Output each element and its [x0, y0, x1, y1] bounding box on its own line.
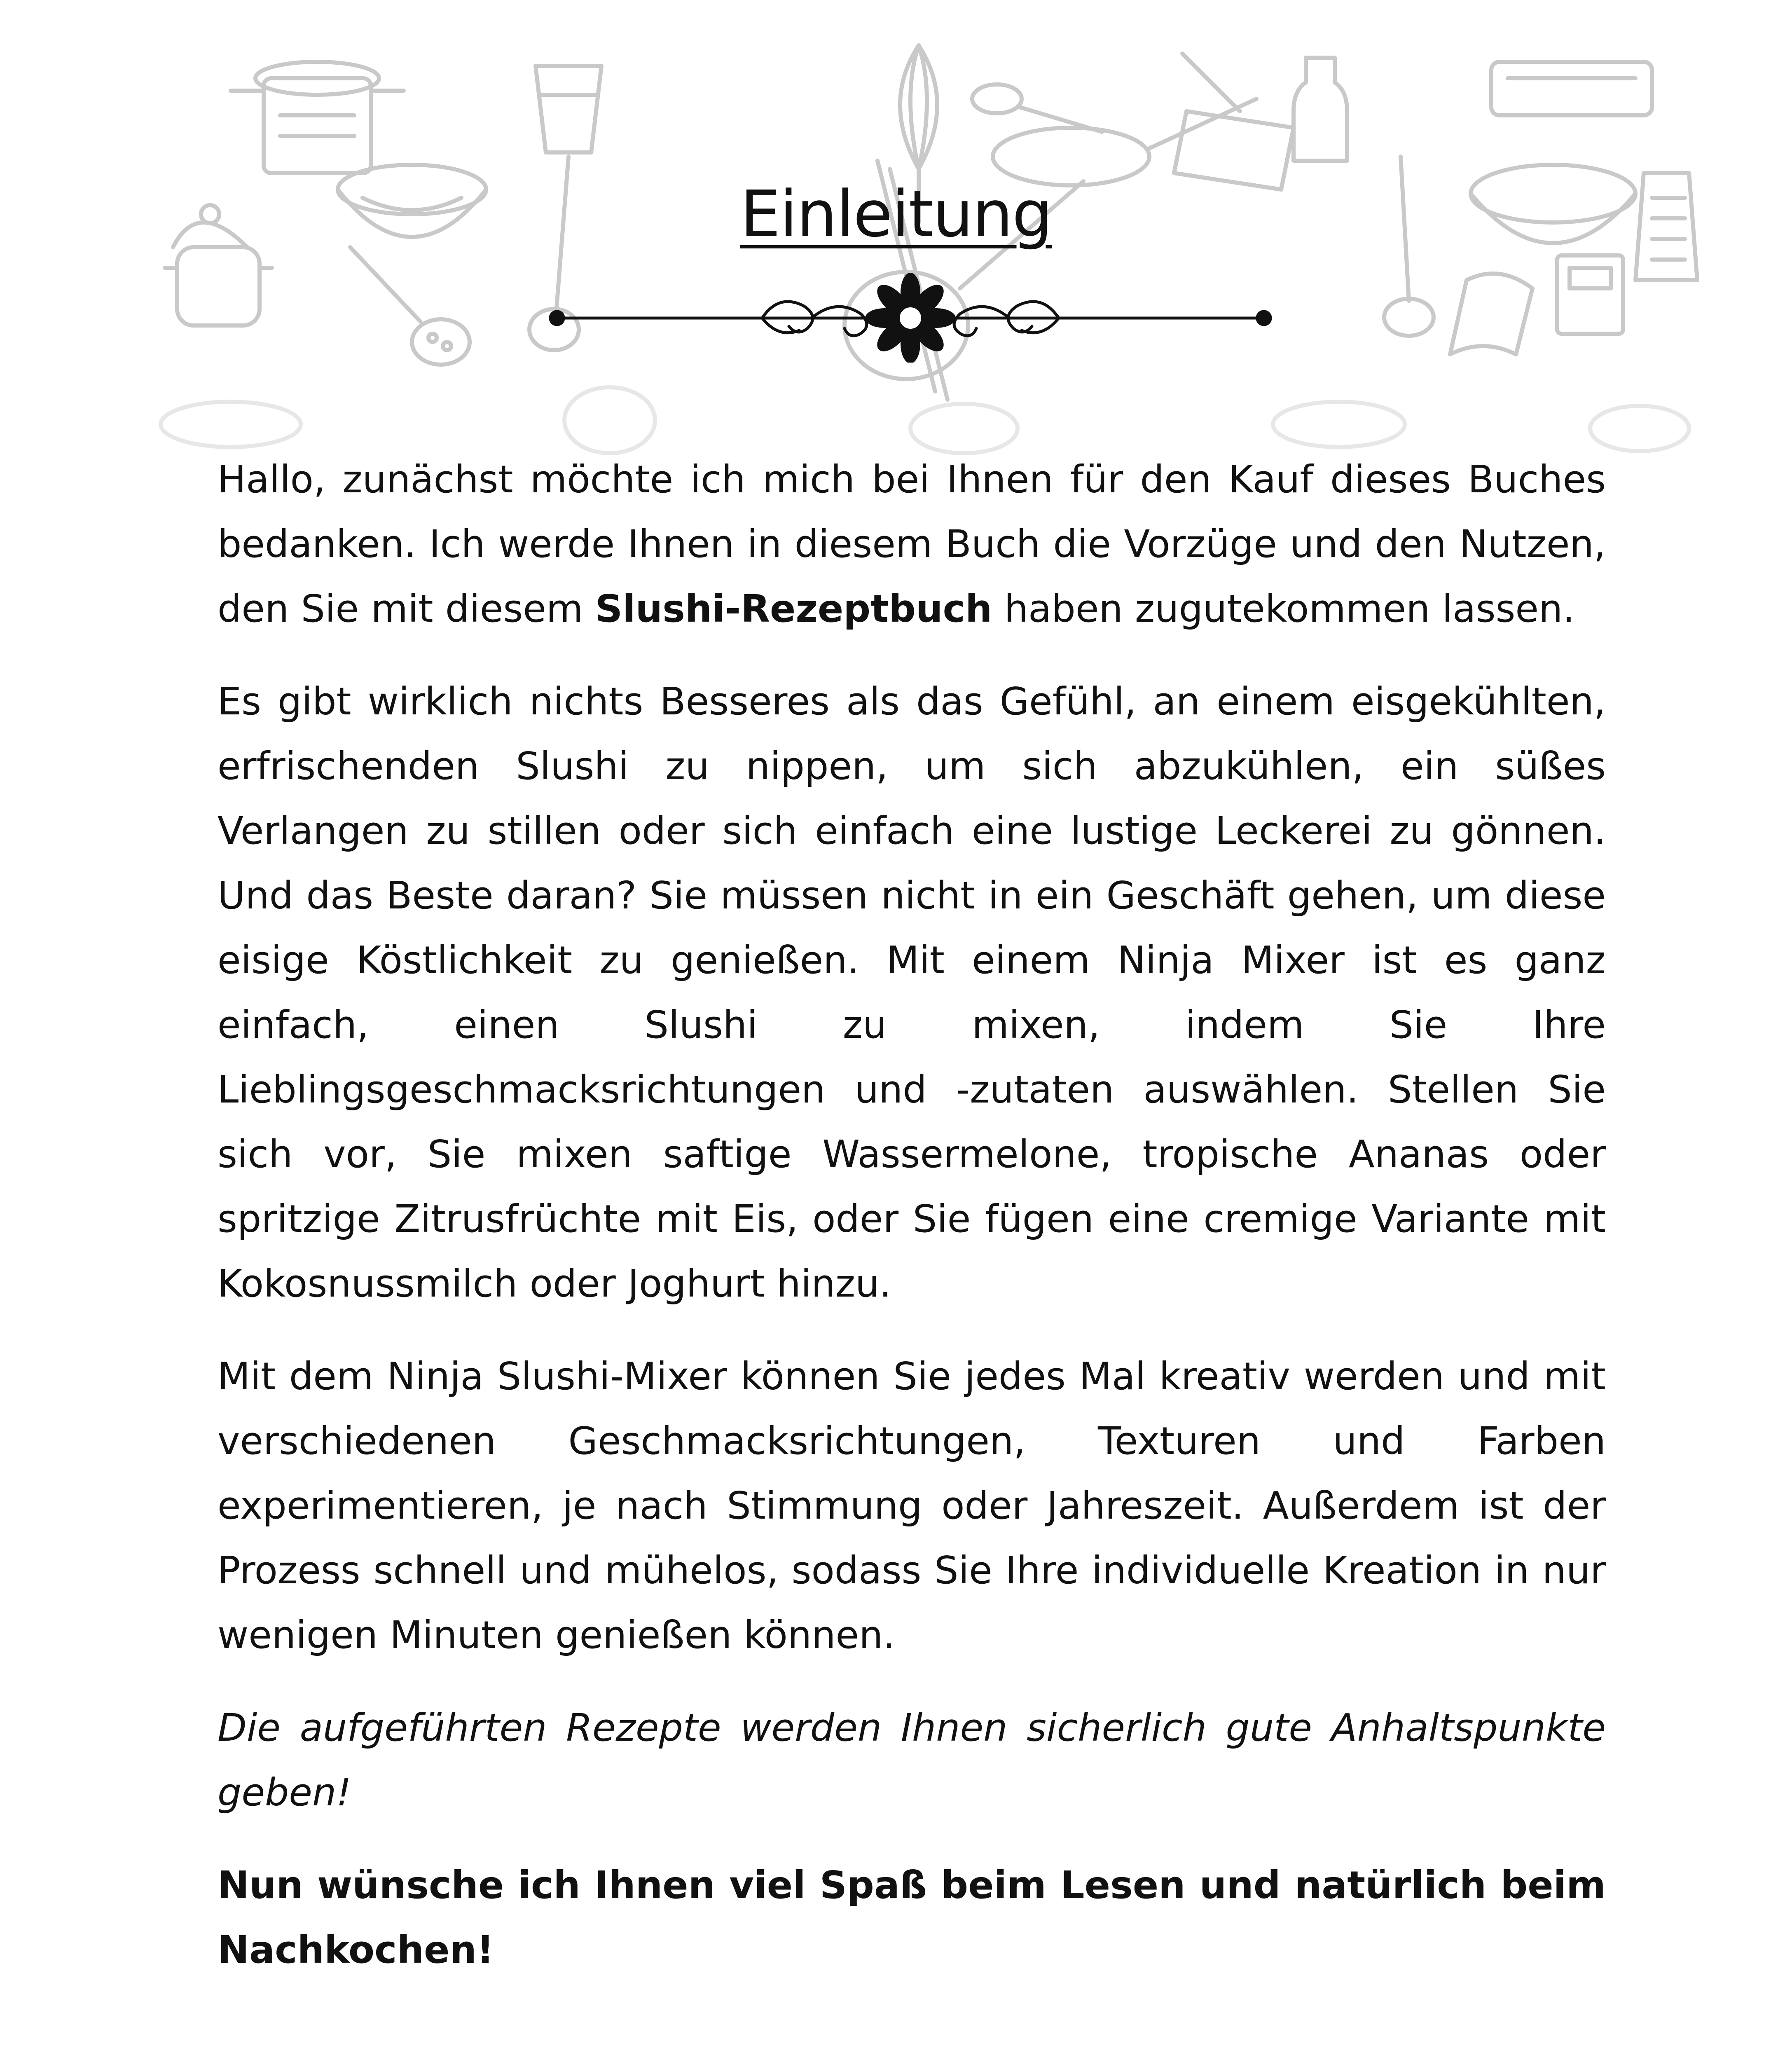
paragraph-slushi: Es gibt wirklich nichts Besseres als das Gefühl, an einem eisgekühlten, erfrischenden Slushi zu nippen, um sich abzukühlen, ein süßes Verlangen zu stillen oder sich einfach eine lustige Leckerei zu gönnen. Und das Beste daran? Sie müssen nicht in ein Geschäft gehen, um diese eisige Köstlichkeit zu genießen. Mit einem Ninja Mixer ist es ganz einfach, einen Slushi zu mixen, indem Sie Ihre Lieblingsgeschmacksrichtungen und -zutaten auswählen. Stellen Sie sich vor, Sie mixen saftige Wassermelone, tropische Ananas oder spritzige Zitrusfrüchte mit Eis, oder Sie fügen eine cremige Variante mit Kokosnussmilch oder Joghurt hinzu. [218, 679, 1606, 1306]
paragraph-italic-note [218, 1695, 1606, 1825]
left-dot-icon [550, 311, 564, 325]
paragraph-intro-text-end: haben zugutekommen lassen. [992, 587, 1575, 631]
italic-note-text: Die aufgeführten Rezepte werden Ihnen sicherlich gute Anhaltspunkte geben! [218, 1706, 1606, 1814]
closing-text: Nun wünsche ich Ihnen viel Spaß beim Lesen und natürlich beim Nachkochen! [218, 1863, 1606, 1972]
frying-pan-icon [993, 99, 1256, 185]
book-title-emphasis: Slushi-Rezeptbuch [595, 587, 992, 631]
paragraph-closing [218, 1853, 1606, 1982]
bottle-icon [1294, 58, 1347, 161]
towel-icon [1450, 274, 1532, 354]
scale-icon [1557, 255, 1623, 334]
cutting-board-icon [1174, 54, 1294, 190]
body-text [218, 447, 1606, 2010]
paragraph-intro [218, 447, 1606, 641]
slotted-spoon-icon [350, 247, 470, 365]
page-title: Einleitung [740, 177, 1052, 251]
right-dot-icon [1257, 311, 1270, 325]
paragraph-mixer: Mit dem Ninja Slushi-Mixer können Sie jedes Mal kreativ werden und mit verschiedenen Geschmacksrichtungen, Texturen und Farben experimentieren, je nach Stimmung oder Jahreszeit. Außerdem ist der Prozess schnell und mühelos, sodass Sie Ihre individuelle Kreation in nur wenigen Minuten genießen können. [218, 1354, 1606, 1657]
pot-icon [231, 62, 404, 173]
ornament-divider [548, 264, 1273, 363]
flower-icon [865, 273, 956, 363]
paragraph-intro-text: Hallo, zunächst möchte ich mich bei Ihnen für den Kauf dieses Buches bedanken. Ich werde Ihnen in diesem Buch die Vorzüge und den Nutzen, den Sie mit diesem [218, 457, 1606, 631]
spoon-icon [972, 84, 1102, 132]
baking-tin-icon [1491, 62, 1652, 115]
glass-icon [536, 66, 601, 152]
